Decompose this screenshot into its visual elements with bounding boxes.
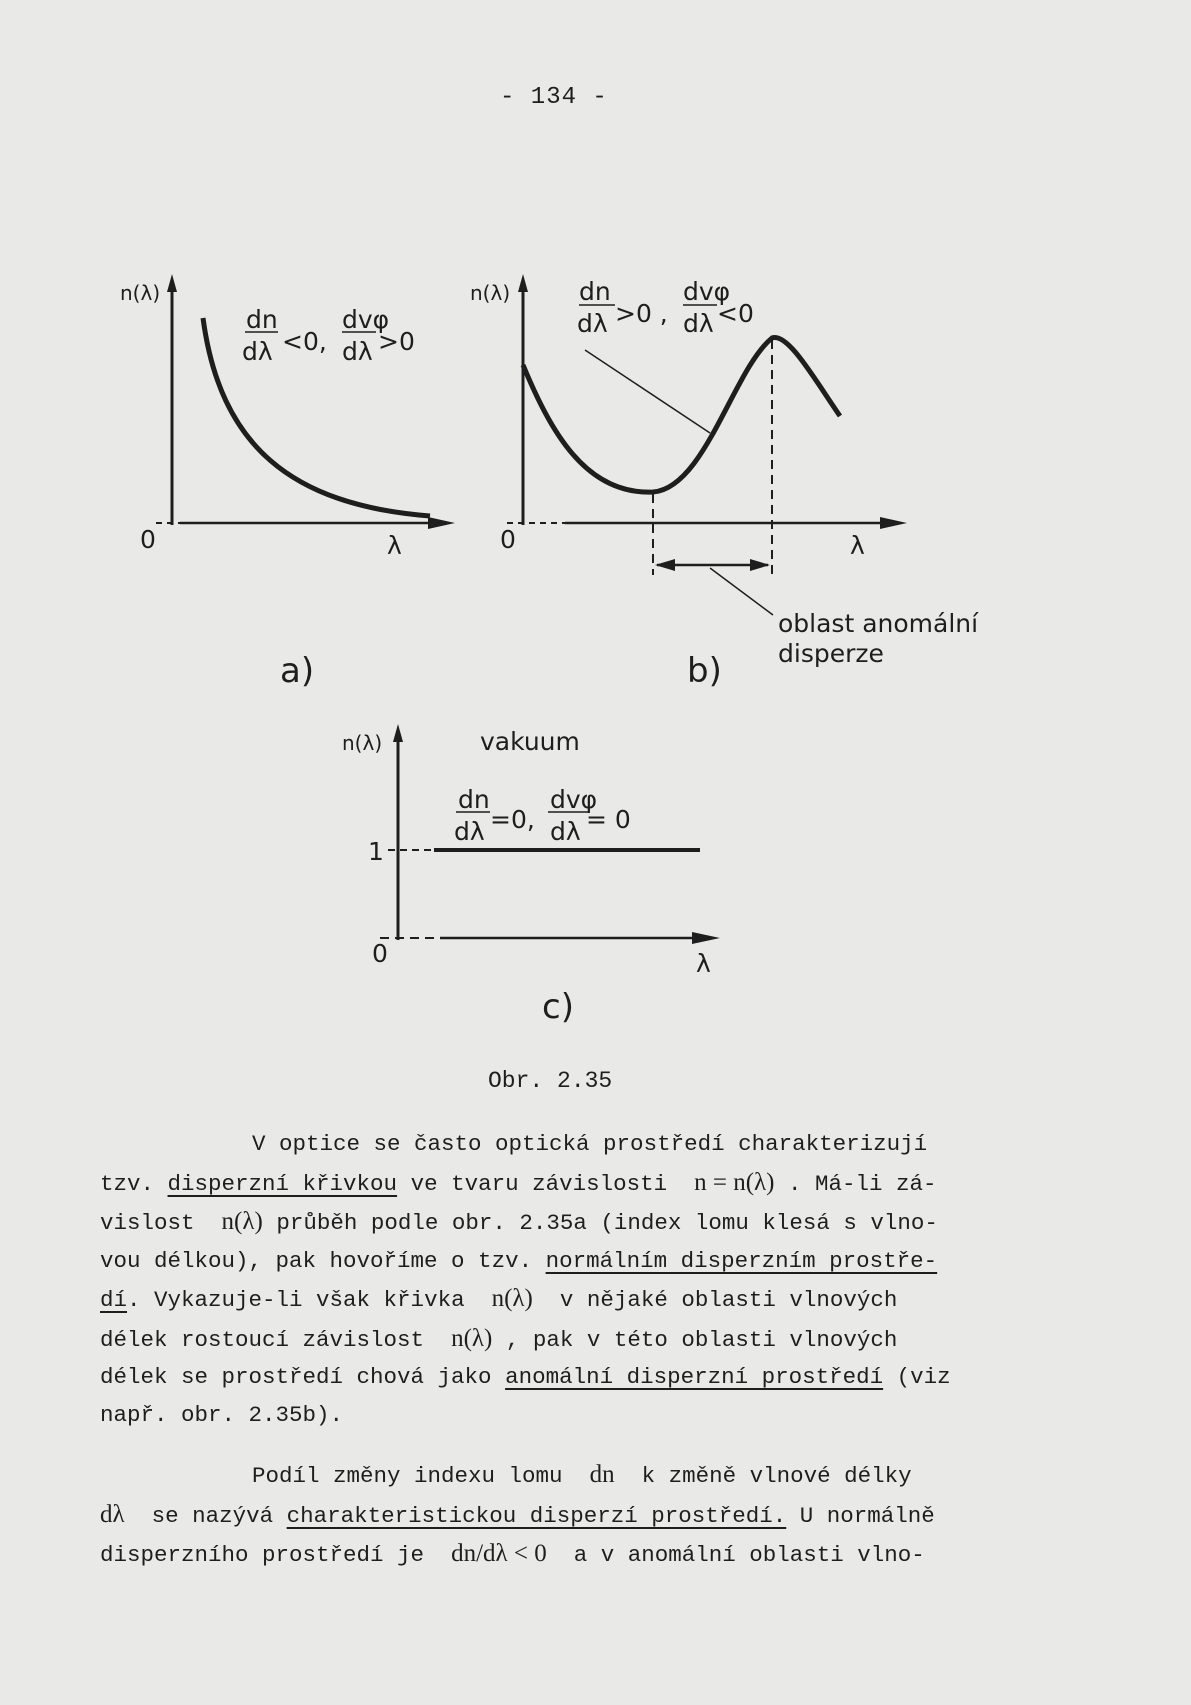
cond-numerator-2: dvφ	[683, 277, 731, 306]
p1-line-1: V optice se často optická prostředí charakterizují	[252, 1131, 928, 1157]
cond-numerator-2: dvφ	[342, 305, 390, 334]
cond-denominator-2: dλ	[550, 817, 581, 846]
x-axis-arrow-icon	[880, 517, 907, 529]
cond-denominator-1: dλ	[242, 337, 273, 366]
figure-b	[455, 270, 1015, 700]
figure-caption: Obr. 2.35	[488, 1068, 613, 1094]
cond-numerator-1: dn	[458, 785, 490, 814]
p1-line-7: délek se prostředí chová jako anomální disperzní prostředí (viz	[100, 1364, 951, 1390]
y-axis-label: n(λ)	[120, 281, 161, 305]
panel-label-c: c)	[542, 987, 574, 1027]
paragraph-1	[100, 1126, 1090, 1434]
term-dispersion-curve: disperzní křivkou	[167, 1170, 398, 1197]
x-axis-label: λ	[387, 531, 402, 560]
p1-line-4: vou délkou), pak hovoříme o tzv. normálním disperzním prostře-	[100, 1247, 938, 1274]
arrow-left-icon	[655, 559, 675, 571]
p1-line-8: např. obr. 2.35b).	[100, 1401, 344, 1428]
x-axis-label: λ	[696, 949, 711, 978]
p2-line-1: Podíl změny indexu lomu dn k změně vlnové délky	[252, 1461, 912, 1489]
cond-relation-1: >0 ,	[615, 299, 668, 328]
x-axis-label: λ	[850, 531, 865, 560]
x-axis-arrow-icon	[428, 517, 455, 529]
y-axis-arrow-icon	[518, 274, 528, 292]
p1-line-5: dí. Vykazuje-li však křivka n(λ) v nějaké oblasti vlnových	[100, 1285, 898, 1313]
p2-line-2: dλ se nazývá charakteristickou disperzí prostředí. U normálně	[100, 1500, 935, 1529]
medium-label: vakuum	[480, 727, 580, 756]
panel-label-b: b)	[687, 651, 722, 691]
cond-denominator-2: dλ	[342, 337, 373, 366]
y-axis-label: n(λ)	[342, 731, 383, 755]
term-characteristic-dispersion: charakteristickou disperzí prostředí.	[286, 1502, 787, 1529]
one-tick-label: 1	[368, 837, 384, 866]
y-axis-arrow-icon	[393, 724, 403, 742]
cond-relation-2: >0	[378, 327, 415, 356]
cond-relation-1: =0,	[490, 805, 535, 834]
origin-label: 0	[500, 525, 516, 554]
page-number: - 134 -	[500, 84, 608, 111]
panel-label-a: a)	[280, 651, 315, 690]
cond-denominator-1: dλ	[577, 309, 608, 338]
p2-line-3: disperzního prostředí je dn/dλ < 0 a v anomální oblasti vlno-	[100, 1540, 925, 1568]
arrow-right-icon	[750, 559, 770, 571]
origin-label: 0	[140, 525, 156, 554]
cond-numerator-1: dn	[579, 277, 611, 306]
figure-a	[110, 270, 470, 690]
term-normal-dispersion: normálním disperzním prostře-	[545, 1247, 938, 1274]
region-label-line-2: disperze	[778, 639, 884, 668]
cond-numerator-1: dn	[246, 305, 278, 334]
cond-relation-1: <0,	[282, 327, 327, 356]
y-axis-label: n(λ)	[470, 281, 511, 305]
cond-denominator-2: dλ	[683, 309, 714, 338]
y-axis-arrow-icon	[167, 274, 177, 292]
term-anomalous-dispersion: anomální disperzní prostředí	[505, 1364, 884, 1390]
p1-line-3: vislost n(λ) průběh podle obr. 2.35a (index lomu klesá s vlno-	[100, 1208, 938, 1236]
paragraph-2	[100, 1456, 1090, 1575]
origin-label: 0	[372, 939, 388, 968]
figure-c	[330, 720, 750, 1050]
p1-line-6: délek rostoucí závislost n(λ) , pak v této oblasti vlnových	[100, 1324, 898, 1353]
cond-relation-2: = 0	[586, 805, 631, 834]
region-label-line-1: oblast anomální	[778, 609, 979, 638]
leader-line-region	[710, 568, 773, 615]
cond-relation-2: <0	[717, 299, 754, 328]
cond-denominator-1: dλ	[454, 817, 485, 846]
x-axis-arrow-icon	[692, 932, 720, 944]
cond-numerator-2: dvφ	[550, 785, 598, 814]
p1-line-2: tzv. disperzní křivkou ve tvaru závislosti n = n(λ) . Má-li zá-	[100, 1168, 937, 1197]
leader-line-condition	[585, 350, 710, 433]
